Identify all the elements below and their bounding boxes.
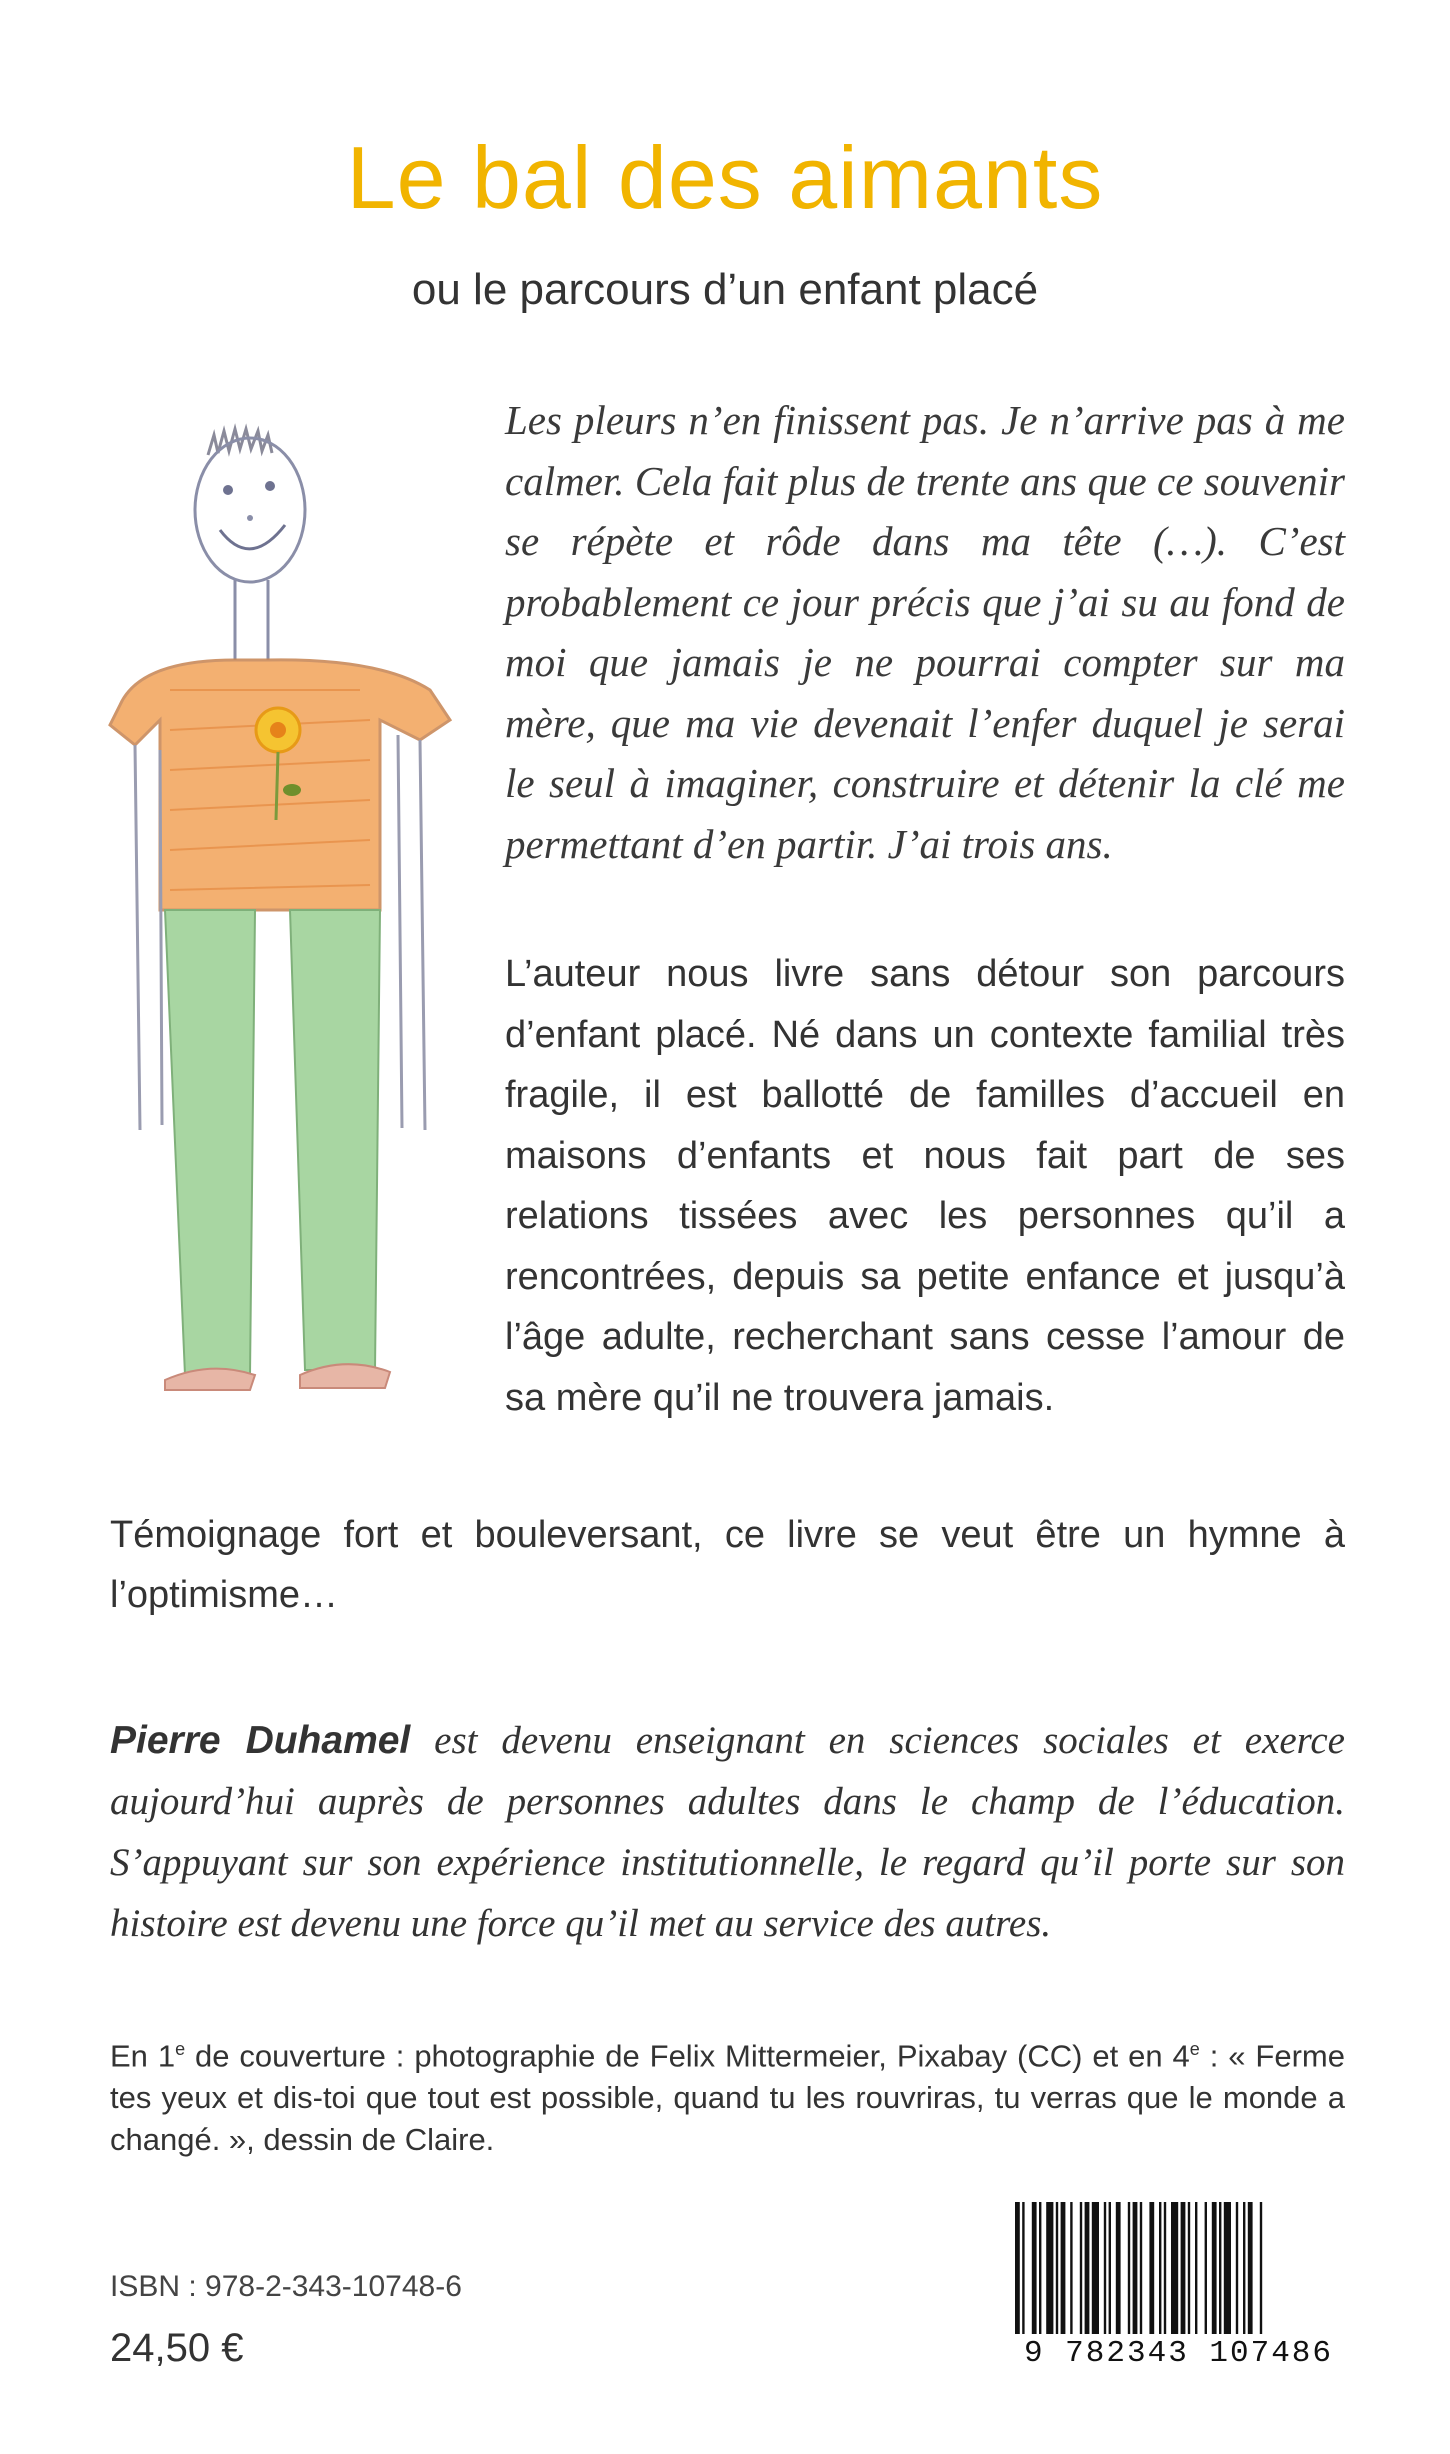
barcode-bar <box>1260 2202 1262 2342</box>
barcode-bar <box>1219 2202 1221 2342</box>
barcode-bar <box>1104 2202 1106 2342</box>
credits-part-1: En 1 <box>110 2038 176 2074</box>
barcode-bar <box>1248 2202 1253 2342</box>
barcode-bar <box>1181 2202 1186 2342</box>
book-title: Le bal des aimants <box>346 128 1104 227</box>
price: 24,50 € <box>110 2326 244 2370</box>
barcode-bar <box>1224 2202 1231 2342</box>
barcode-bar <box>1022 2202 1024 2342</box>
barcode-bar <box>1015 2202 1020 2342</box>
barcode-bar <box>1080 2202 1082 2342</box>
right-arm <box>398 735 425 1130</box>
flower-stem <box>276 752 278 820</box>
head-outline <box>195 438 305 582</box>
barcode-bar <box>1128 2202 1130 2342</box>
cover-credits <box>110 2028 1345 2161</box>
barcode-bar <box>1188 2202 1190 2342</box>
credits-sup-2: e <box>1189 2039 1200 2059</box>
barcode-bar <box>1140 2202 1142 2342</box>
barcode-bar <box>1205 2202 1207 2342</box>
neck <box>235 580 268 660</box>
barcode-bar <box>1236 2202 1238 2342</box>
credits-part-2: de couverture : photographie de Felix Mittermeier, Pixabay (CC) et en 4 <box>185 2038 1190 2074</box>
left-arm <box>135 745 162 1130</box>
barcode-bar <box>1070 2202 1072 2342</box>
barcode-bar <box>1116 2202 1121 2342</box>
barcode <box>1007 2202 1350 2400</box>
barcode-bar <box>1061 2202 1066 2342</box>
barcode-bar <box>1149 2202 1154 2342</box>
barcode-bars <box>1007 2202 1350 2342</box>
barcode-bar <box>1085 2202 1090 2342</box>
barcode-bar <box>1159 2202 1161 2342</box>
barcode-bar <box>1195 2202 1197 2342</box>
barcode-bar <box>1046 2202 1053 2342</box>
author-name: Pierre Duhamel <box>110 1719 411 1762</box>
left-eye <box>223 485 233 495</box>
author-bio <box>110 1710 1345 1954</box>
isbn: ISBN : 978-2-343-10748-6 <box>110 2270 462 2303</box>
left-shoe <box>165 1369 255 1390</box>
nose <box>247 515 253 521</box>
credits-part-3: : « Ferme tes yeux et dis-toi que tout est possible, quand tu les rouvriras, tu verras que le monde a changé. », dessin de Claire. <box>110 2038 1345 2158</box>
child-drawing-illustration <box>80 390 500 1410</box>
barcode-bar <box>1109 2202 1111 2342</box>
left-pant-leg <box>165 910 255 1375</box>
barcode-bar <box>1133 2202 1138 2342</box>
book-summary: L’auteur nous livre sans détour son parcours d’enfant placé. Né dans un contexte familial très fragile, il est ballotté de familles d’accueil en maisons d’enfants et nous fait part de ses relations tissées avec les personnes qu’il a rencontrées, depuis sa petite enfance et jusqu’à l’âge adulte, recherchant sans cesse l’amour de sa mère qu’il ne trouvera jamais. <box>505 953 1345 1419</box>
barcode-bar <box>1039 2202 1041 2342</box>
smile <box>220 525 285 549</box>
right-pant-leg <box>290 910 380 1370</box>
book-subtitle: ou le parcours d’un enfant placé <box>411 265 1039 314</box>
flower-center <box>270 722 286 738</box>
book-excerpt: Les pleurs n’en finissent pas. Je n’arrive pas à me calmer. Cela fait plus de trente ans que ce souvenir se répète et rôde dans ma tête (…). C’est probablement ce jour précis que j’ai su au fond de moi que jamais je ne pourrai compter sur ma mère, que ma vie devenait l’enfer duquel je serai le seul à imaginer, construire et détenir la clé me permettant d’en partir. J’ai trois ans. <box>505 397 1345 867</box>
credits-sup-1: e <box>175 2039 186 2059</box>
barcode-digits: 9 782343 107486 <box>1007 2334 1350 2374</box>
book-testimony: Témoignage fort et bouleversant, ce livre se veut être un hymne à l’optimisme… <box>110 1514 1345 1616</box>
barcode-bar <box>1092 2202 1099 2342</box>
right-eye <box>265 481 275 491</box>
author-bio-text: est devenu enseignant en sciences sociales et exerce aujourd’hui auprès de personnes adultes dans le champ de l’éducation. S’appuyant sur son expérience institutionnelle, le regard qu’il porte sur son histoire est devenu une force qu’il met au service des autres. <box>110 1719 1345 1945</box>
barcode-bar <box>1243 2202 1245 2342</box>
barcode-bar <box>1171 2202 1178 2342</box>
barcode-bar <box>1164 2202 1166 2342</box>
barcode-bar <box>1032 2202 1037 2342</box>
barcode-bar <box>1212 2202 1217 2342</box>
barcode-bar <box>1056 2202 1058 2342</box>
flower-leaf <box>283 784 301 796</box>
